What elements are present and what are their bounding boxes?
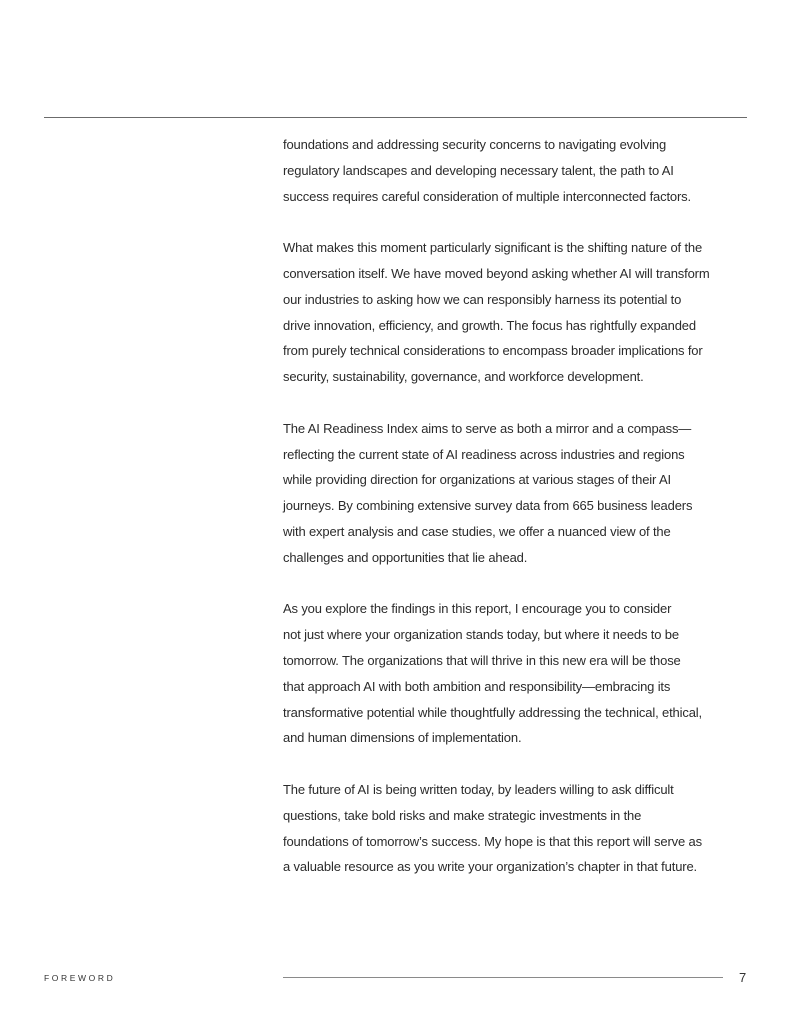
- paragraph: As you explore the findings in this report, I encourage you to consider not just where your organization stands today, but where it needs to be tomorrow. The organizations that will thrive in this new era will be those that approach AI with both ambition and responsibility—embracing its transformative potential while thoughtfully addressing the technical, ethical, and human dimensions of implementation.: [283, 601, 702, 746]
- paragraph: The future of AI is being written today, by leaders willing to ask difficult questions, take bold risks and make strategic investments in the foundations of tomorrow’s success. My hope is that this report will serve as a valuable resource as you write your organization’s chapter in that future.: [283, 781, 702, 875]
- footer-section-label: FOREWORD: [44, 973, 116, 983]
- footer-divider: [283, 977, 723, 978]
- paragraph: foundations and addressing security concerns to navigating evolving regulatory landscapes and developing necessary talent, the path to AI success requires careful consideration of multiple interconnected factors.: [283, 137, 691, 204]
- page-number: 7: [739, 970, 747, 985]
- paragraph: The AI Readiness Index aims to serve as both a mirror and a compass— reflecting the current state of AI readiness across industries and regions while providing direction for organizations at various stages of their AI journeys. By combining extensive survey data from 665 business leaders with expert analysis and case studies, we offer a nuanced view of the challenges and opportunities that lie ahead.: [283, 420, 693, 565]
- header-divider: [44, 117, 747, 118]
- paragraph: What makes this moment particularly significant is the shifting nature of the conversation itself. We have moved beyond asking whether AI will transform our industries to asking how we can responsibly harness its potential to drive innovation, efficiency, and growth. The focus has rightfully expanded from purely technical considerations to encompass broader implications for security, sustainability, governance, and workforce development.: [283, 240, 710, 385]
- foreword-body: [283, 132, 753, 906]
